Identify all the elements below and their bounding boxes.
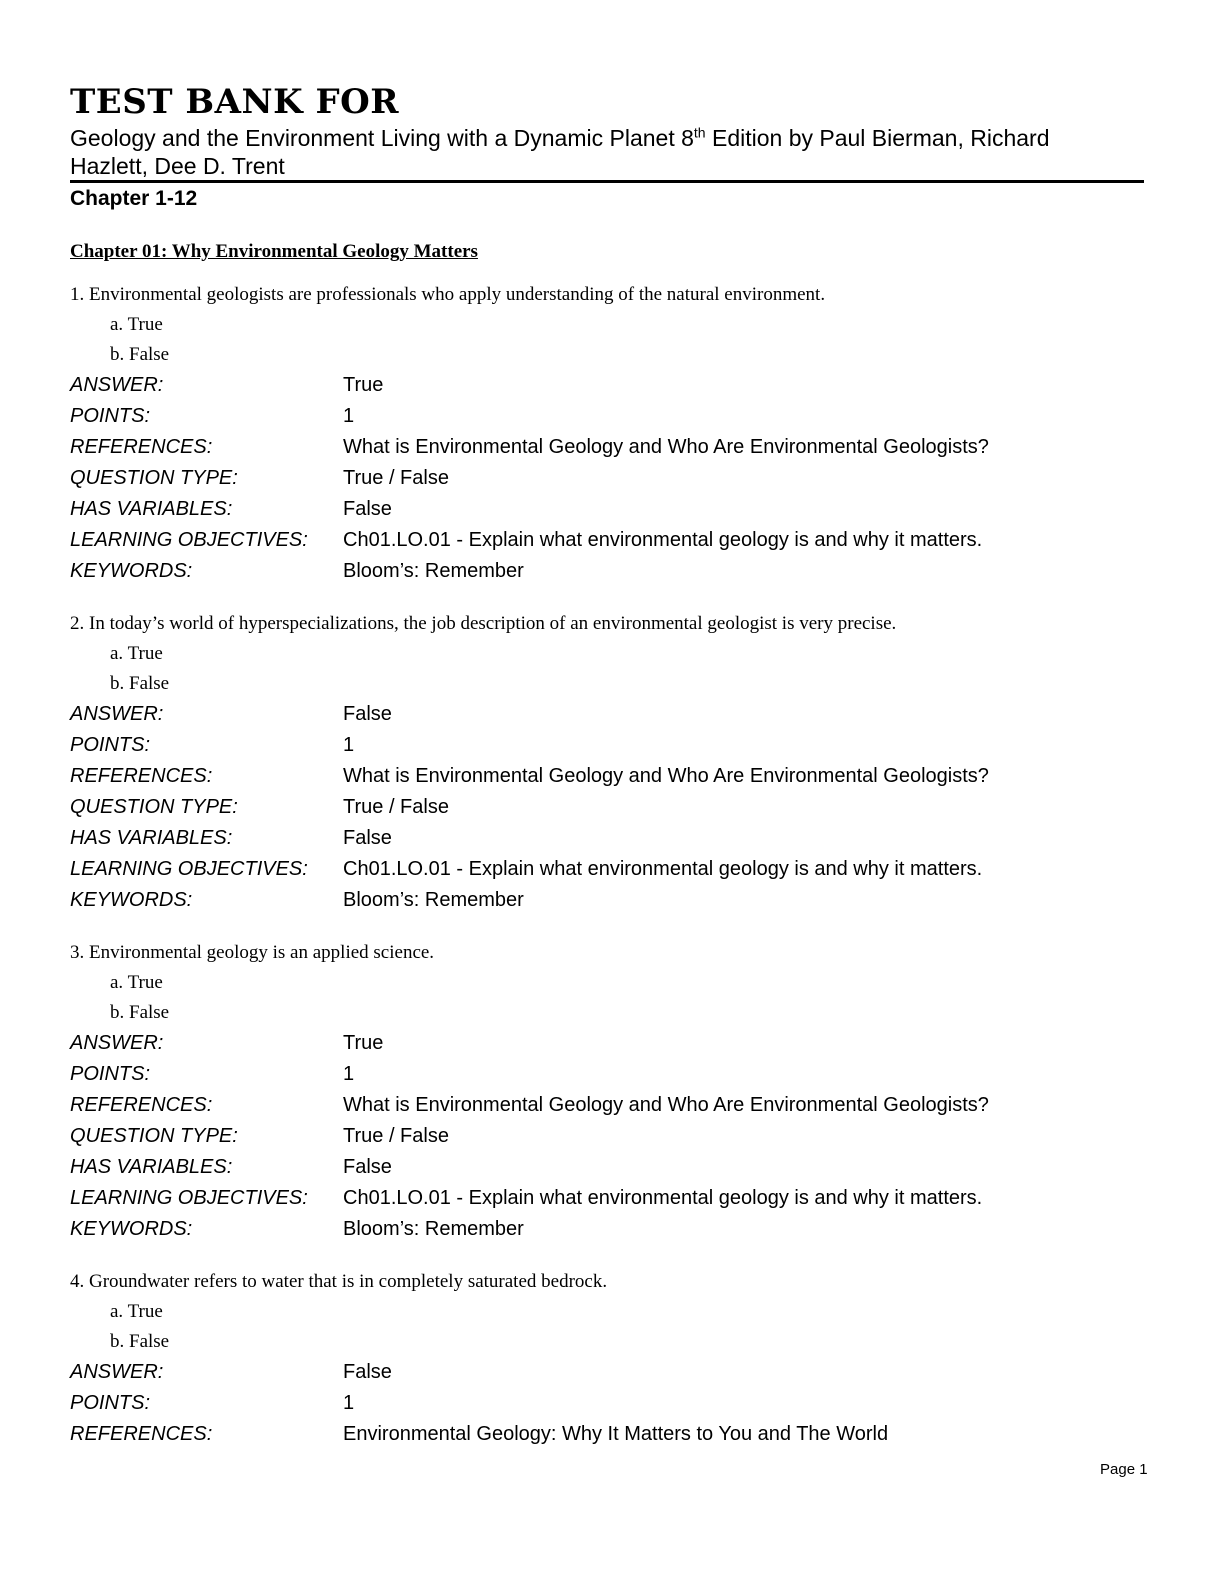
keywords-label: KEYWORDS:: [70, 889, 193, 911]
points-value: 1: [343, 734, 355, 756]
answer-value: True: [343, 1032, 384, 1054]
keywords-value: Bloom’s: Remember: [343, 560, 524, 582]
keywords-value: Bloom’s: Remember: [343, 889, 524, 911]
question-type-row: [70, 463, 1150, 494]
question-type-label: QUESTION TYPE:: [70, 796, 238, 818]
answer-value: False: [343, 703, 392, 725]
references-row: [70, 1090, 1150, 1121]
has-variables-label: HAS VARIABLES:: [70, 1156, 233, 1178]
answer-label: ANSWER:: [70, 1032, 164, 1054]
points-label: POINTS:: [70, 734, 151, 756]
points-value: 1: [343, 1063, 355, 1085]
answer-value: False: [343, 1361, 392, 1383]
points-label: POINTS:: [70, 1392, 151, 1414]
option-b: b. False: [110, 1002, 170, 1023]
option-b: b. False: [110, 1331, 170, 1352]
question-4: [70, 1267, 1150, 1450]
points-row: [70, 1388, 1150, 1419]
keywords-label: KEYWORDS:: [70, 560, 193, 582]
learning-objectives-value: Ch01.LO.01 - Explain what environmental geology is and why it matters.: [343, 529, 983, 551]
question-text: 1. Environmental geologists are professionals who apply understanding of the natural environment.: [70, 284, 826, 305]
answer-row: [70, 1357, 1150, 1388]
option-a: a. True: [110, 1301, 163, 1322]
has-variables-label: HAS VARIABLES:: [70, 827, 233, 849]
option-b: b. False: [110, 344, 170, 365]
points-value: 1: [343, 405, 355, 427]
chapter-range: Chapter 1-12: [70, 187, 198, 210]
points-label: POINTS:: [70, 1063, 151, 1085]
learning-objectives-value: Ch01.LO.01 - Explain what environmental geology is and why it matters.: [343, 858, 983, 880]
references-value: What is Environmental Geology and Who Are Environmental Geologists?: [343, 765, 989, 787]
learning-objectives-row: [70, 854, 1150, 885]
answer-label: ANSWER:: [70, 374, 164, 396]
question-type-value: True / False: [343, 467, 449, 489]
references-value: Environmental Geology: Why It Matters to You and The World: [343, 1423, 889, 1445]
learning-objectives-row: [70, 525, 1150, 556]
has-variables-row: [70, 1152, 1150, 1183]
question-text: 3. Environmental geology is an applied science.: [70, 942, 435, 963]
learning-objectives-label: LEARNING OBJECTIVES:: [70, 858, 308, 880]
keywords-row: [70, 885, 1150, 916]
question-3: [70, 938, 1150, 1245]
references-label: REFERENCES:: [70, 1094, 213, 1116]
page-title: TEST BANK FOR: [70, 82, 400, 122]
option-a: a. True: [110, 314, 163, 335]
question-type-value: True / False: [343, 1125, 449, 1147]
question-type-label: QUESTION TYPE:: [70, 1125, 238, 1147]
references-label: REFERENCES:: [70, 765, 213, 787]
references-row: [70, 432, 1150, 463]
answer-label: ANSWER:: [70, 703, 164, 725]
keywords-label: KEYWORDS:: [70, 1218, 193, 1240]
option-a: a. True: [110, 972, 163, 993]
references-value: What is Environmental Geology and Who Are Environmental Geologists?: [343, 436, 989, 458]
subtitle-text: Geology and the Environment Living with a Dynamic Planet 8: [70, 125, 694, 151]
question-type-value: True / False: [343, 796, 449, 818]
points-label: POINTS:: [70, 405, 151, 427]
has-variables-row: [70, 823, 1150, 854]
edition-superscript: th: [693, 124, 706, 141]
question-1: [70, 280, 1150, 587]
points-row: [70, 1059, 1150, 1090]
points-row: [70, 730, 1150, 761]
question-type-row: [70, 792, 1150, 823]
option-b: b. False: [110, 673, 170, 694]
references-label: REFERENCES:: [70, 436, 213, 458]
page-number: Page 1: [1100, 1461, 1148, 1478]
option-a: a. True: [110, 643, 163, 664]
answer-row: [70, 370, 1150, 401]
question-type-row: [70, 1121, 1150, 1152]
learning-objectives-row: [70, 1183, 1150, 1214]
answer-label: ANSWER:: [70, 1361, 164, 1383]
chapter-heading: Chapter 01: Why Environmental Geology Matters: [70, 241, 478, 262]
header-divider: [70, 180, 1144, 183]
references-row: [70, 761, 1150, 792]
question-text: 4. Groundwater refers to water that is in completely saturated bedrock.: [70, 1271, 608, 1292]
has-variables-value: False: [343, 498, 392, 520]
answer-row: [70, 699, 1150, 730]
references-row: [70, 1419, 1150, 1450]
question-2: [70, 609, 1150, 916]
keywords-row: [70, 556, 1150, 587]
book-subtitle: [70, 124, 1130, 180]
answer-value: True: [343, 374, 384, 396]
learning-objectives-value: Ch01.LO.01 - Explain what environmental geology is and why it matters.: [343, 1187, 983, 1209]
answer-row: [70, 1028, 1150, 1059]
has-variables-label: HAS VARIABLES:: [70, 498, 233, 520]
question-text: 2. In today’s world of hyperspecializations, the job description of an environmental geologist is very precise.: [70, 613, 897, 634]
points-row: [70, 401, 1150, 432]
has-variables-value: False: [343, 1156, 392, 1178]
keywords-row: [70, 1214, 1150, 1245]
references-label: REFERENCES:: [70, 1423, 213, 1445]
has-variables-value: False: [343, 827, 392, 849]
learning-objectives-label: LEARNING OBJECTIVES:: [70, 1187, 308, 1209]
keywords-value: Bloom’s: Remember: [343, 1218, 524, 1240]
learning-objectives-label: LEARNING OBJECTIVES:: [70, 529, 308, 551]
points-value: 1: [343, 1392, 355, 1414]
subtitle-authors: Edition by Paul Bierman, Richard Hazlett, Dee D. Trent: [70, 125, 1050, 179]
references-value: What is Environmental Geology and Who Are Environmental Geologists?: [343, 1094, 989, 1116]
has-variables-row: [70, 494, 1150, 525]
question-type-label: QUESTION TYPE:: [70, 467, 238, 489]
